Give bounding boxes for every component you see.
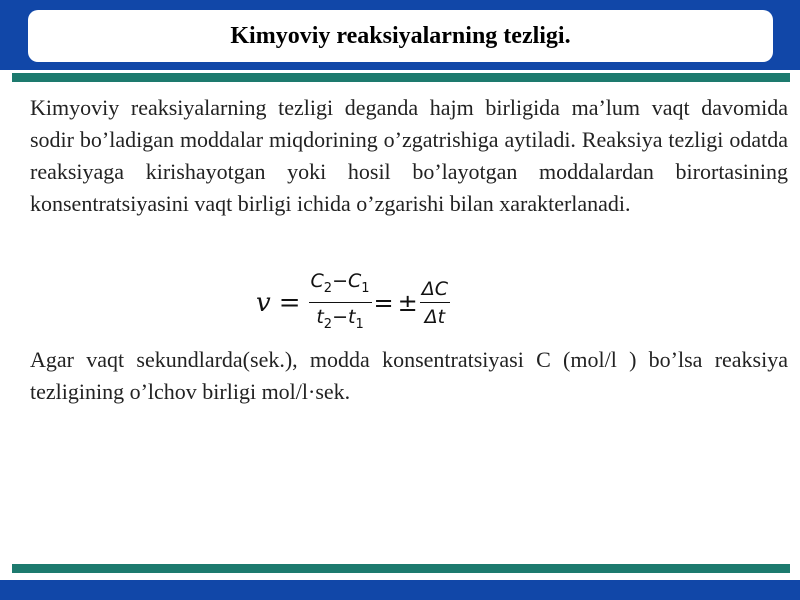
top-divider [12,73,790,82]
units-paragraph: Agar vaqt sekundlarda(sek.), modda konsentratsiyasi C (mol/l ) bo’lsa reaksiya tezligining o’lchov birligi mol/l·sek. [30,347,788,404]
delta-denominator: Δt [424,305,446,328]
fraction-numerator: $C_2-C_1$ [309,268,372,303]
footer-bar [0,580,800,600]
formula-equals-2: = [373,289,394,317]
plus-minus-sign: ± [397,289,418,317]
delta-numerator: ΔC [420,276,450,303]
delta-fraction [420,276,450,331]
formula-equals: = [278,288,301,318]
formula-lhs: v [256,288,271,318]
title-box [28,10,773,62]
content-area [30,92,788,220]
slide-title: Kimyoviy reaksiyalarning tezligi. [230,22,571,49]
rate-formula [256,269,450,334]
definition-paragraph: Kimyoviy reaksiyalarning tezligi deganda hajm birligida ma’lum vaqt davomida sodir bo’ladigan moddalar miqdorining o’zgatrishiga aytiladi. Reaksiya tezligi odatda reaksiyaga kirishayotgan yoki hosil bo’layotgan moddalardan birortasining konsentratsiyasini vaqt birligi ichida o’zgarishi bilan xarakterlanadi. [30,95,788,216]
concentration-time-fraction [309,268,372,339]
units-area [30,344,788,408]
fraction-denominator: $t_2-t_1$ [316,305,364,332]
bottom-divider [12,564,790,573]
